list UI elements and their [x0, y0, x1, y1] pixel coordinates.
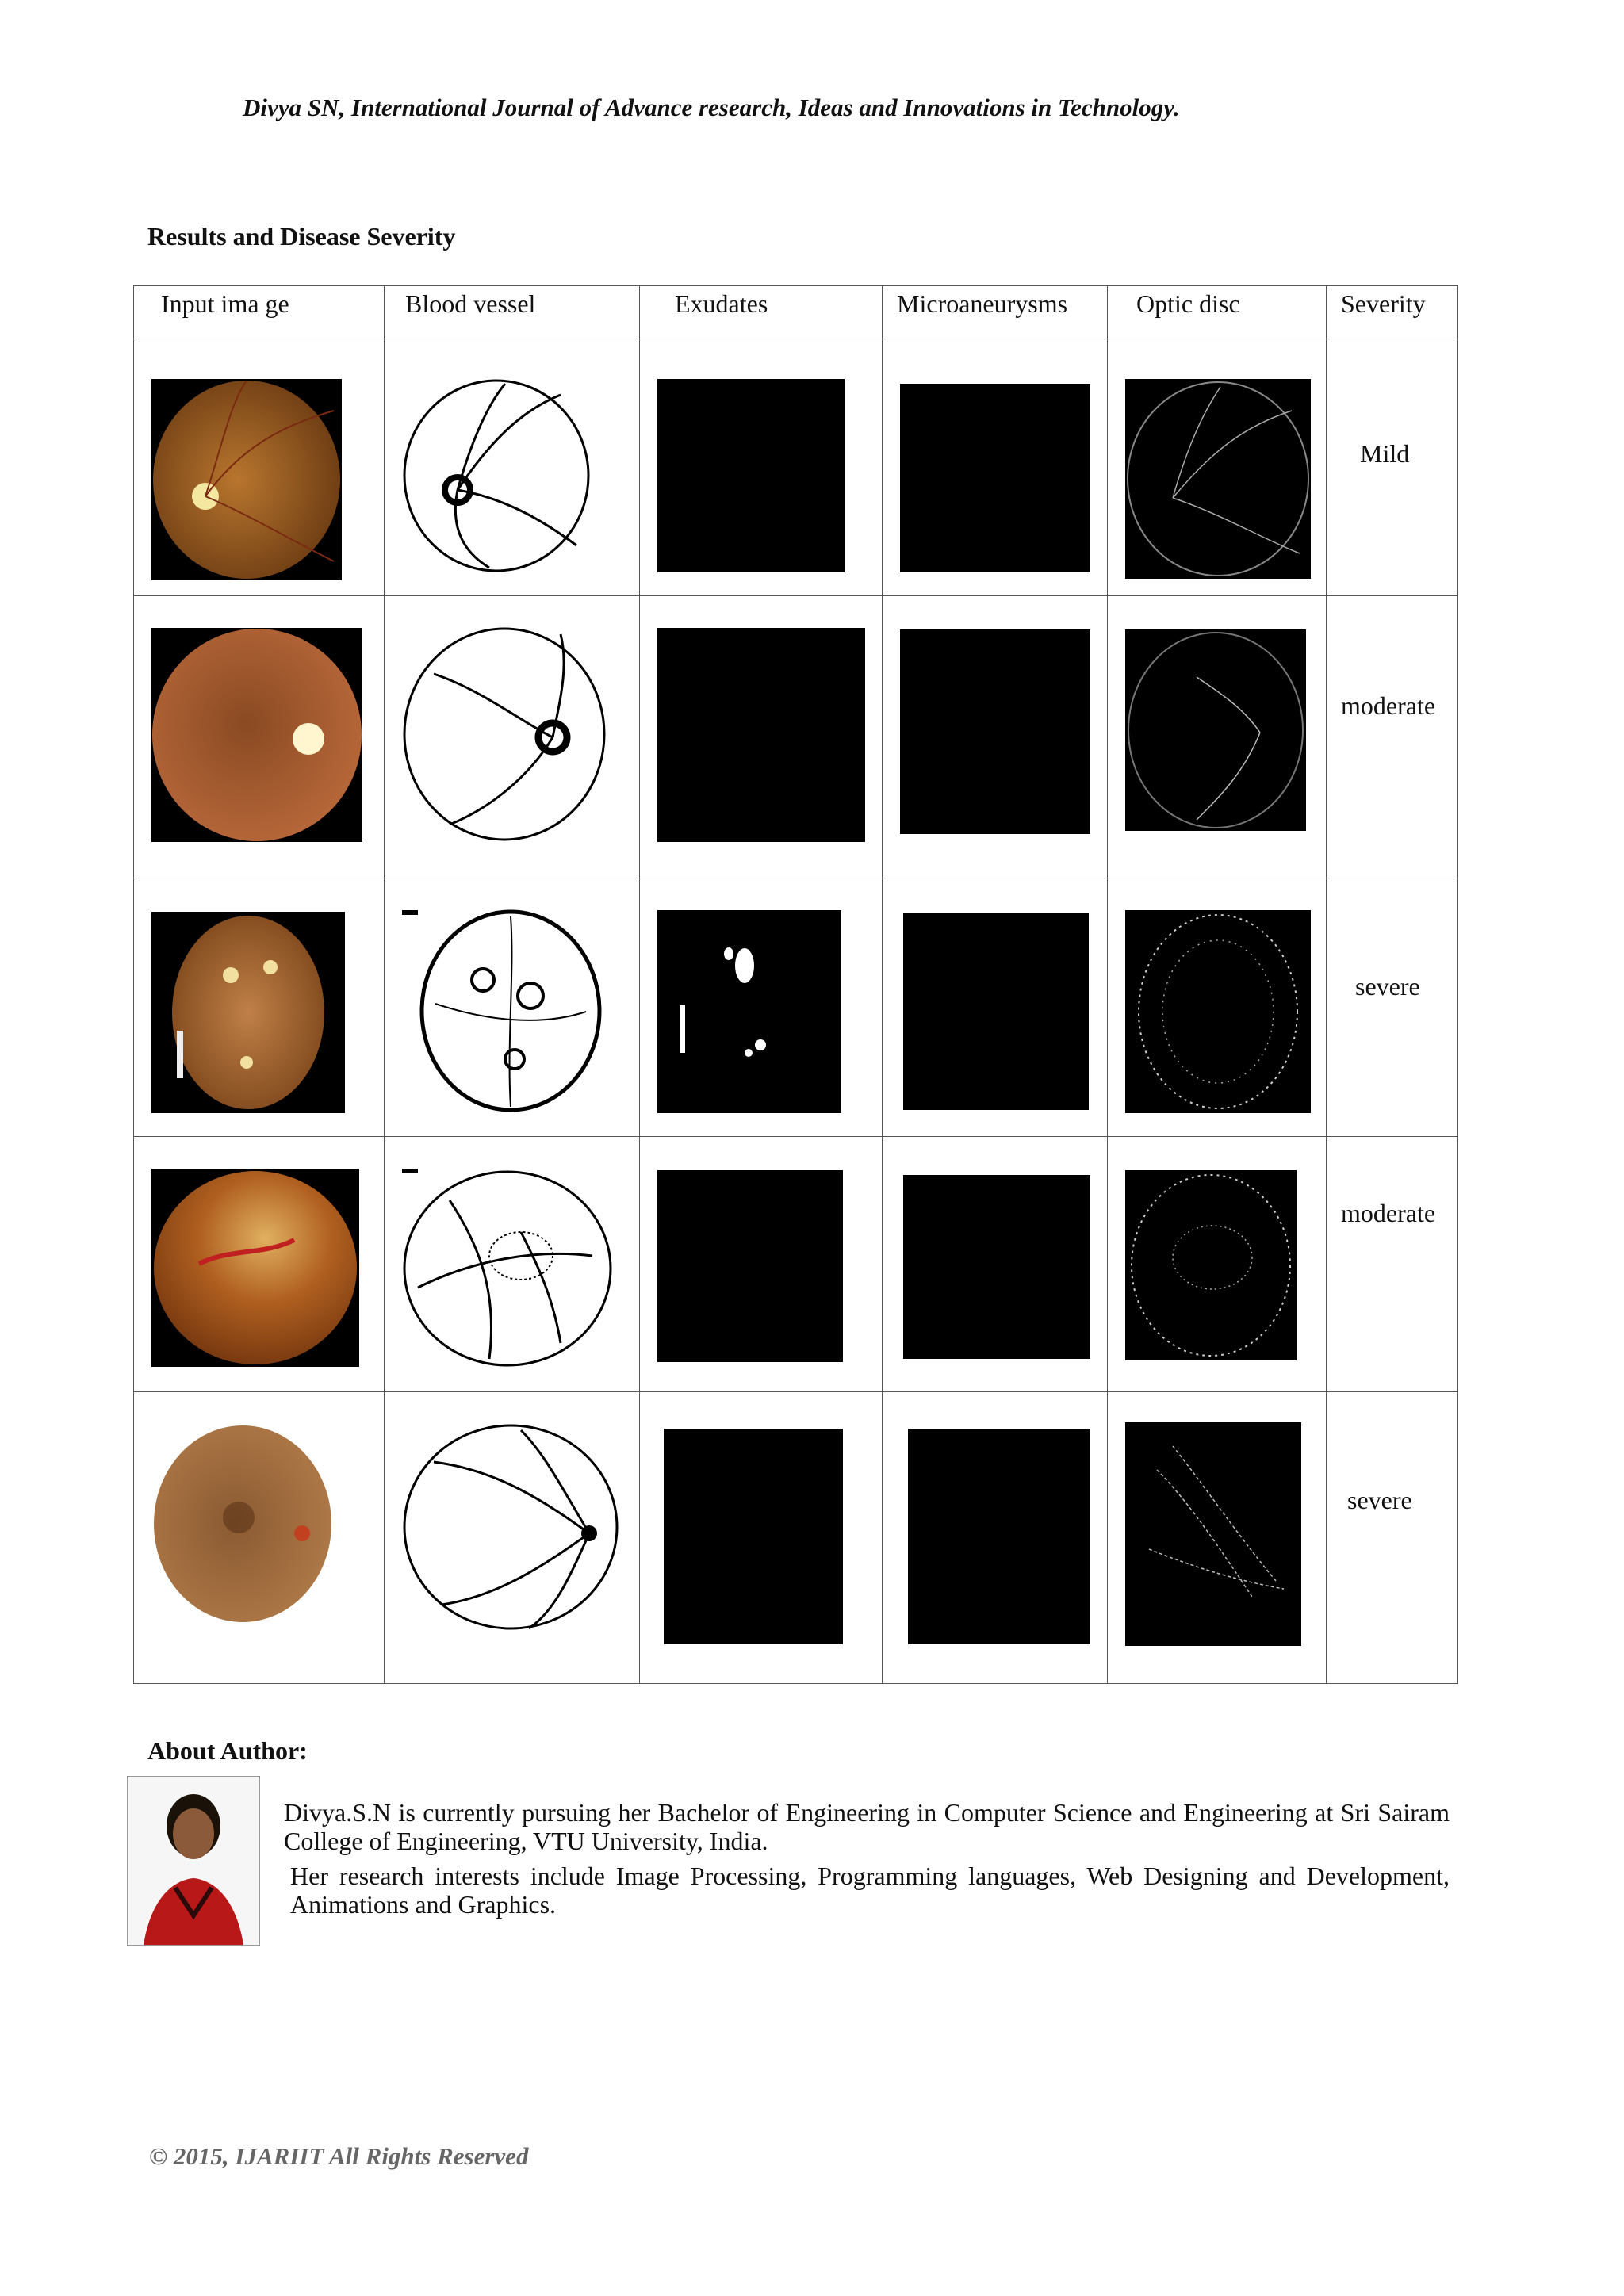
optic-disc-image — [1125, 1170, 1297, 1360]
running-head: Divya SN, International Journal of Advance research, Ideas and Innovations in Technology. — [243, 94, 1180, 121]
severity-label: moderate — [1341, 691, 1436, 720]
table-row — [134, 1137, 1458, 1392]
table-row — [134, 878, 1458, 1137]
optic-disc-image — [1125, 910, 1311, 1113]
blood-vessel-image — [402, 1169, 613, 1368]
optic-disc-cell — [1108, 1137, 1327, 1392]
blood-vessel-cell — [385, 1392, 640, 1684]
blood-vessel-cell — [385, 339, 640, 596]
severity-label: Mild — [1360, 439, 1410, 468]
header-microaneurysms: Microaneurysms — [883, 286, 1108, 339]
blood-vessel-image — [419, 909, 602, 1113]
bio-paragraph-2: Her research interests include Image Processing, Programming languages, Web Designing and Development, Animations and Graphics. — [290, 1862, 1450, 1919]
exudates-image — [664, 1429, 843, 1644]
exudates-cell — [640, 339, 883, 596]
microaneurysms-cell — [883, 878, 1108, 1137]
header-blood-vessel: Blood vessel — [385, 286, 640, 339]
optic-disc-cell — [1108, 596, 1327, 878]
input-image-cell — [134, 339, 385, 596]
fundus-image — [151, 1422, 334, 1625]
severity-label: severe — [1355, 972, 1420, 1001]
microaneurysms-cell — [883, 596, 1108, 878]
fundus-image — [151, 628, 362, 842]
header-severity: Severity — [1327, 286, 1458, 339]
input-image-cell — [134, 1137, 385, 1392]
marker-dash — [402, 910, 418, 915]
severity-label: moderate — [1341, 1199, 1436, 1227]
input-image-cell — [134, 596, 385, 878]
blood-vessel-image — [402, 626, 607, 842]
severity-cell — [1327, 1392, 1458, 1684]
author-photo — [127, 1776, 260, 1946]
author-bio — [284, 1798, 1450, 1925]
fundus-image — [151, 1169, 359, 1367]
about-author-heading: About Author: — [147, 1736, 308, 1765]
blood-vessel-image — [402, 1422, 619, 1632]
microaneurysms-cell — [883, 339, 1108, 596]
microaneurysms-image — [908, 1429, 1090, 1644]
optic-disc-cell — [1108, 878, 1327, 1137]
microaneurysms-image — [900, 629, 1090, 834]
section-heading: Results and Disease Severity — [147, 222, 456, 251]
blood-vessel-cell — [385, 596, 640, 878]
blood-vessel-cell — [385, 878, 640, 1137]
header-exudates: Exudates — [640, 286, 883, 339]
exudates-cell — [640, 878, 883, 1137]
optic-disc-cell — [1108, 339, 1327, 596]
fundus-image — [151, 379, 342, 580]
severity-cell — [1327, 1137, 1458, 1392]
optic-disc-image — [1125, 1422, 1301, 1646]
exudates-image — [657, 1170, 843, 1362]
exudates-cell — [640, 596, 883, 878]
exudates-image — [657, 628, 865, 842]
microaneurysms-cell — [883, 1392, 1108, 1684]
exudates-image — [657, 910, 841, 1113]
header-optic-disc: Optic disc — [1108, 286, 1327, 339]
optic-disc-cell — [1108, 1392, 1327, 1684]
table-row — [134, 596, 1458, 878]
input-image-cell — [134, 878, 385, 1137]
copyright-footer: © 2015, IJARIIT All Rights Reserved — [149, 2142, 529, 2170]
input-image-cell — [134, 1392, 385, 1684]
severity-cell — [1327, 596, 1458, 878]
exudates-cell — [640, 1137, 883, 1392]
exudates-cell — [640, 1392, 883, 1684]
severity-cell — [1327, 339, 1458, 596]
table-row — [134, 1392, 1458, 1684]
bio-paragraph-1: Divya.S.N is currently pursuing her Bachelor of Engineering in Computer Science and Engineering at Sri Sairam College of Engineering, VTU University, India. — [284, 1798, 1450, 1855]
severity-label: severe — [1347, 1486, 1412, 1514]
blood-vessel-image — [402, 379, 591, 572]
microaneurysms-image — [903, 1175, 1090, 1359]
blood-vessel-cell — [385, 1137, 640, 1392]
severity-cell — [1327, 878, 1458, 1137]
results-table — [133, 285, 1458, 1684]
header-input-image: Input ima ge — [134, 286, 385, 339]
table-row — [134, 339, 1458, 596]
table-header-row — [134, 286, 1458, 339]
author-portrait — [128, 1777, 259, 1945]
exudates-image — [657, 379, 845, 572]
microaneurysms-image — [900, 384, 1090, 572]
optic-disc-image — [1125, 379, 1311, 579]
optic-disc-image — [1125, 629, 1306, 831]
fundus-image — [151, 912, 345, 1113]
microaneurysms-image — [903, 913, 1089, 1110]
microaneurysms-cell — [883, 1137, 1108, 1392]
